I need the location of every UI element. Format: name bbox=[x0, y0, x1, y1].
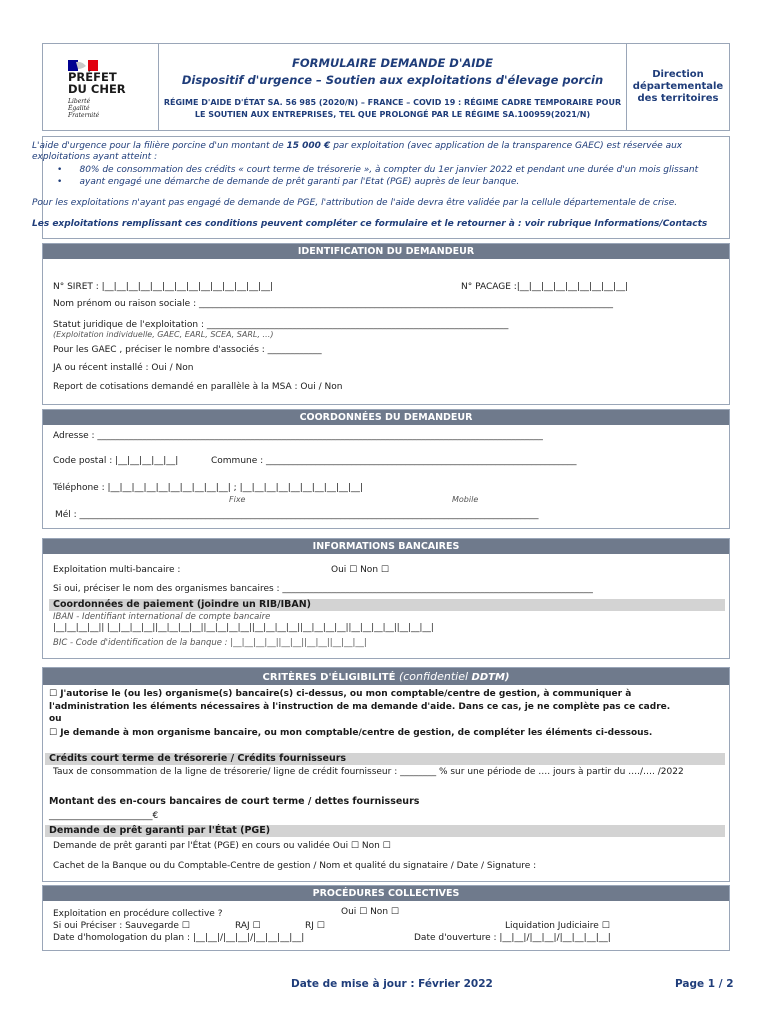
logo-line1: PRÉFET bbox=[68, 70, 117, 84]
bancaires-title: INFORMATIONS BANCAIRES bbox=[43, 539, 729, 554]
motto bbox=[68, 98, 99, 119]
regime-text bbox=[159, 97, 626, 121]
motto-liberte: Liberté bbox=[68, 98, 91, 105]
iban-label: IBAN - Identifiant international de compte bancaire bbox=[53, 612, 271, 622]
direction-line3: des territoires bbox=[637, 93, 719, 104]
iban-field[interactable]: |__|__|__|__|| |__|__|__|__||__|__|__|__||__|__|__|__||__|__|__|__||__|__|__|__||__|__|__|__||__|__|__| bbox=[53, 623, 434, 633]
pge-choice[interactable]: Demande de prêt garanti par l'État (PGE) en cours ou validée Oui ☐ Non ☐ bbox=[53, 841, 391, 851]
coord-paiement-header: Coordonnées de paiement (joindre un RIB/IBAN) bbox=[49, 599, 725, 611]
intro-p3: Les exploitations remplissant ces conditions peuvent compléter ce formulaire et le retourner à : voir rubrique Informations/Contacts bbox=[32, 219, 708, 229]
form-header bbox=[42, 43, 730, 131]
statut-field[interactable]: Statut juridique de l'exploitation : ___________________________________________________________________ bbox=[53, 320, 509, 330]
criteres-title-a: CRITÈRES D'ÉLIGIBILITÉ bbox=[262, 672, 399, 683]
form-subtitle: Dispositif d'urgence – Soutien aux exploitations d'élevage porcin bbox=[181, 73, 604, 87]
regime-line1: RÉGIME D'AIDE D'ÉTAT SA. 56 985 (2020/N) – FRANCE – COVID 19 : RÉGIME CADRE TEMPORAIRE POUR bbox=[163, 98, 622, 107]
ja-field[interactable]: JA ou récent installé : Oui / Non bbox=[53, 363, 194, 373]
header-title-block bbox=[159, 44, 627, 130]
coordonnees-title: COORDONNÉES DU DEMANDEUR bbox=[43, 410, 729, 425]
pacage-field[interactable]: N° PACAGE :|__|__|__|__|__|__|__|__|__| bbox=[461, 282, 629, 292]
identification-title: IDENTIFICATION DU DEMANDEUR bbox=[43, 244, 729, 259]
montant-field[interactable]: _______________________€ bbox=[49, 811, 159, 821]
intro-p1b: par exploitation (avec application de la transparence GAEC) est réservée aux bbox=[330, 141, 683, 151]
direction-block bbox=[627, 44, 729, 130]
siret-field[interactable]: N° SIRET : |__|__|__|__|__|__|__|__|__|__|__|__|__|__| bbox=[53, 282, 274, 292]
direction-line2: départementale bbox=[632, 81, 724, 92]
intro-p1a: L'aide d'urgence pour la filière porcine d'un montant de bbox=[32, 141, 287, 151]
pge-header: Demande de prêt garanti par l'État (PGE) bbox=[45, 825, 725, 837]
ou-label: ou bbox=[49, 714, 62, 724]
credits-header: Crédits court terme de trésorerie / Crédits fournisseurs bbox=[45, 753, 725, 765]
criteres-title bbox=[43, 668, 729, 685]
adresse-field[interactable]: Adresse : ___________________________________________________________________________________________________ bbox=[53, 431, 543, 441]
logo-line2: DU CHER bbox=[68, 82, 126, 96]
raj-checkbox[interactable]: RAJ ☐ bbox=[235, 921, 261, 931]
footer-date: Date de mise à jour : Février 2022 bbox=[291, 978, 493, 990]
intro-bullet1: • 80% de consommation des crédits « court terme de trésorerie », à compter du 1er janvier 2022 et pendant une durée d'un mois glissant bbox=[57, 165, 699, 175]
msa-field[interactable]: Report de cotisations demandé en parallèle à la MSA : Oui / Non bbox=[53, 382, 343, 392]
multi-bancaire-choice[interactable]: Oui ☐ Non ☐ bbox=[331, 565, 389, 575]
regime-line2: LE SOUTIEN AUX ENTREPRISES, TEL QUE PROLONGÉ PAR LE RÉGIME SA.100959(2021/N) bbox=[194, 110, 591, 119]
cachet-field[interactable]: Cachet de la Banque ou du Comptable-Centre de gestion / Nom et qualité du signataire / Date / Signature : bbox=[53, 861, 537, 871]
direction-line1: Direction bbox=[652, 69, 704, 80]
mel-field[interactable]: Mél : ______________________________________________________________________________________________________ bbox=[55, 510, 539, 520]
procedure-question: Exploitation en procédure collective ? bbox=[53, 909, 223, 919]
coordonnees-section bbox=[42, 409, 730, 529]
intro-bullet1-text: 80% de consommation des crédits « court terme de trésorerie », à compter du 1er janvier 2022 et pendant une durée d'un mois glissant bbox=[79, 165, 699, 175]
intro-p2: Pour les exploitations n'ayant pas engagé de demande de PGE, l'attribution de l'aide devra être validée par la cellule départementale de crise. bbox=[32, 198, 678, 208]
commune-field[interactable]: Commune : _____________________________________________________________________ bbox=[211, 456, 577, 466]
bic-field[interactable]: BIC - Code d'identification de la banque : |__|__|__|__||__|__||__|__||__|__|__| bbox=[53, 638, 367, 648]
request-checkbox[interactable]: ☐ Je demande à mon organisme bancaire, ou mon comptable/centre de gestion, de compléter les éléments ci-dessous. bbox=[49, 728, 653, 738]
montant-header: Montant des en-cours bancaires de court terme / dettes fournisseurs bbox=[49, 796, 420, 807]
prefet-logo bbox=[43, 44, 159, 130]
intro-bullet2-text: ayant engagé une démarche de demande de prêt garanti par l'Etat (PGE) auprès de leur banque. bbox=[79, 177, 520, 187]
motto-egalite: Égalité bbox=[68, 105, 90, 112]
fixe-label: Fixe bbox=[229, 495, 246, 504]
mobile-label: Mobile bbox=[452, 495, 479, 504]
criteres-section bbox=[42, 667, 730, 882]
intro-bullet2: • ayant engagé une démarche de demande de prêt garanti par l'Etat (PGE) auprès de leur banque. bbox=[57, 177, 520, 187]
procedures-title: PROCÉDURES COLLECTIVES bbox=[43, 886, 729, 901]
criteres-title-c: DDTM) bbox=[471, 672, 510, 683]
intro-amount: 15 000 € bbox=[286, 141, 331, 151]
motto-fraternite: Fraternité bbox=[68, 112, 100, 119]
bancaires-section bbox=[42, 538, 730, 659]
taux-field[interactable]: Taux de consommation de la ligne de trésorerie/ ligne de crédit fournisseur : ________ % sur une période de …. jours à partir du …./…. /2022 bbox=[53, 767, 684, 777]
organismes-field[interactable]: Si oui, préciser le nom des organismes bancaires : _____________________________________________________________________ bbox=[53, 584, 593, 594]
form-title: FORMULAIRE DEMANDE D'AIDE bbox=[292, 56, 493, 70]
multi-bancaire-label: Exploitation multi-bancaire : bbox=[53, 565, 181, 575]
statut-hint: (Exploitation individuelle, GAEC, EARL, SCEA, SARL, …) bbox=[53, 330, 274, 339]
procedure-choice[interactable]: Oui ☐ Non ☐ bbox=[341, 907, 399, 917]
identification-section bbox=[42, 243, 730, 405]
rj-checkbox[interactable]: RJ ☐ bbox=[305, 921, 325, 931]
marianne-flag-icon bbox=[68, 56, 98, 67]
intro-p1c: exploitations ayant atteint : bbox=[32, 152, 158, 162]
criteres-title-b: (confidentiel bbox=[398, 670, 472, 683]
authorize-line2: l'administration les éléments nécessaires à l'instruction de ma demande d'aide. Dans ce cas, je ne complète pas ce cadre. bbox=[49, 702, 671, 712]
sauvegarde-checkbox[interactable]: Si oui Préciser : Sauvegarde ☐ bbox=[53, 921, 190, 931]
intro-box bbox=[32, 136, 730, 239]
code-postal-field[interactable]: Code postal : |__|__|__|__|__| bbox=[53, 456, 179, 466]
telephone-field[interactable]: Téléphone : |__|__|__|__|__|__|__|__|__|__| ; |__|__|__|__|__|__|__|__|__|__| bbox=[53, 483, 363, 493]
liquidation-checkbox[interactable]: Liquidation Judiciaire ☐ bbox=[505, 921, 610, 931]
gaec-field[interactable]: Pour les GAEC , préciser le nombre d'associés : ____________ bbox=[53, 345, 322, 355]
homologation-date-field[interactable]: Date d'homologation du plan : |__|__|/|__|__|/|__|__|__|__| bbox=[53, 933, 305, 943]
ouverture-date-field[interactable]: Date d'ouverture : |__|__|/|__|__|/|__|__|__|__| bbox=[414, 933, 611, 943]
procedures-section bbox=[42, 885, 730, 951]
authorize-checkbox[interactable]: ☐ J'autorise le (ou les) organisme(s) bancaire(s) ci-dessus, ou mon comptable/centre de gestion, à communiquer à bbox=[49, 689, 632, 699]
nom-field[interactable]: Nom prénom ou raison sociale : ____________________________________________________________________________________________ bbox=[53, 299, 613, 309]
footer-page: Page 1 / 2 bbox=[675, 978, 734, 990]
intro-p1 bbox=[32, 141, 682, 151]
